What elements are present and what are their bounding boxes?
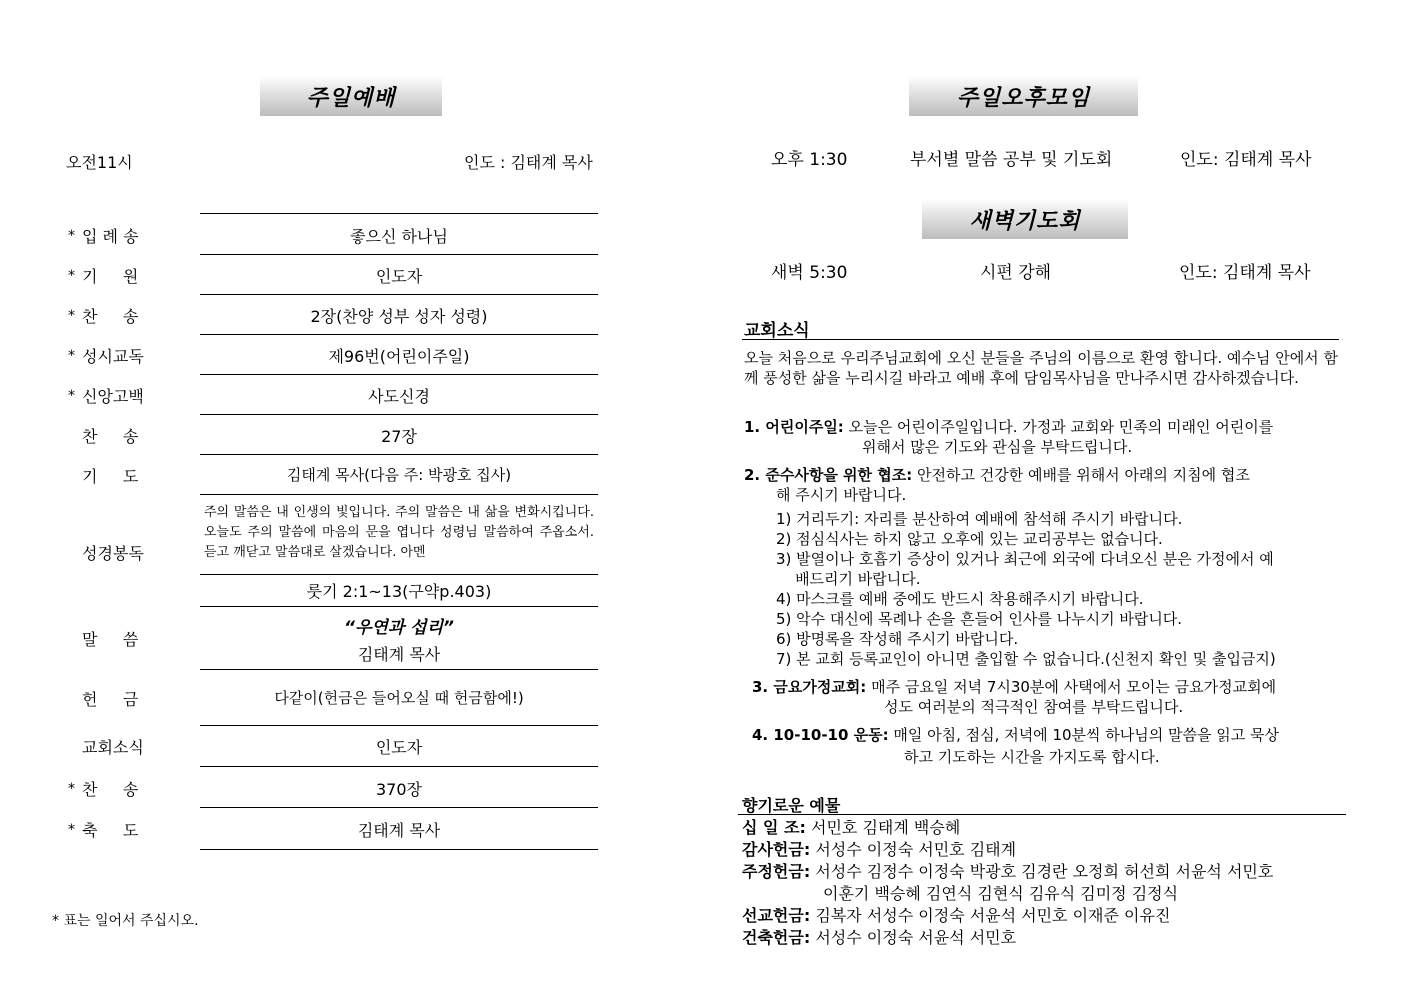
offering-row [823, 883, 1178, 905]
offering-row [742, 861, 1273, 883]
divider [200, 494, 598, 495]
order-value: 김태계 목사 [357, 821, 441, 840]
sermon-label: 말 씀 [82, 630, 139, 649]
news-item-4 [752, 725, 1340, 745]
offering-type: 감사헌금: [742, 840, 811, 859]
order-value: 인도자 [375, 267, 423, 286]
order-label: 찬 송 [82, 427, 139, 446]
worship-title: 주일예배 [306, 85, 396, 111]
divider [200, 669, 598, 670]
order-value: 좋으신 하나님 [350, 227, 448, 246]
divider [200, 725, 598, 726]
offering-type: 선교헌금: [742, 906, 811, 925]
dawn-leader: 인도: 김태계 목사 [1179, 263, 1311, 283]
offering-value: 다같이(헌금은 들어오실 때 헌금함에!) [274, 689, 524, 707]
offering-type: 주정헌금: [742, 862, 811, 881]
news-heading: 교회소식 [744, 321, 810, 341]
afternoon-desc: 부서별 말씀 공부 및 기도회 [910, 150, 1113, 170]
news-item-1-line2: 위해서 많은 기도와 관심을 부탁드립니다. [862, 438, 1133, 456]
afternoon-title: 주일오후모임 [956, 85, 1091, 111]
divider [200, 766, 598, 767]
dawn-title: 새벽기도회 [969, 208, 1081, 234]
offering-names: 서성수 이정숙 서윤석 서민호 [815, 928, 1017, 947]
news-item-3 [752, 677, 1340, 697]
divider [200, 334, 598, 335]
standing-mark: * [68, 308, 75, 324]
order-value: 370장 [376, 780, 422, 799]
news-item-2-line1: 안전하고 건강한 예배를 위해서 아래의 지침에 협조 [917, 466, 1250, 484]
order-label: 신앙고백 [82, 387, 144, 406]
rule-1: 1) 거리두기: 자리를 분산하여 예배에 참석해 주시기 바랍니다. [776, 510, 1183, 528]
afternoon-leader: 인도: 김태계 목사 [1180, 150, 1312, 170]
worship-leader: 인도 : 김태계 목사 [464, 153, 593, 172]
rule-2: 2) 점심식사는 하지 않고 오후에 있는 교리공부는 없습니다. [776, 530, 1163, 548]
order-value: 인도자 [375, 738, 423, 757]
sermon-title: “우연과 섭리” [344, 618, 454, 638]
offering-names: 서민호 김태계 백승혜 [811, 818, 961, 837]
scripture-label: 성경봉독 [82, 544, 144, 563]
order-label: 찬 송 [82, 780, 139, 799]
news-item-3-line2: 성도 여러분의 적극적인 참여를 부탁드립니다. [884, 698, 1184, 716]
divider [200, 254, 598, 255]
order-label: 기 원 [82, 267, 139, 286]
offering-type: 건축헌금: [742, 928, 811, 947]
rule-3-cont: 배드리기 바랍니다. [776, 570, 921, 588]
scripture-reference: 룻기 2:1~13(구약p.403) [306, 582, 492, 601]
dawn-desc: 시편 강해 [980, 263, 1052, 283]
standing-mark: * [68, 228, 75, 244]
scripture-reading: 주의 말씀은 내 인생의 빛입니다. 주의 말씀은 내 삶을 변화시킵니다. 오늘도 주의 말씀에 마음의 문을 엽니다 성령님 말씀하여 주옵소서. 듣고 깨닫고 말씀대로 살겠습니다. 아멘 [204, 505, 594, 560]
divider [200, 414, 598, 415]
order-label: 성시교독 [82, 347, 144, 366]
offering-type: 십 일 조: [742, 818, 806, 837]
offering-row [742, 839, 1016, 861]
standing-mark: * [68, 388, 75, 404]
worship-title-box [260, 76, 442, 116]
order-value: 27장 [381, 427, 417, 446]
offering-row [742, 927, 1016, 949]
footnote: * 표는 일어서 주십시오. [52, 913, 199, 929]
order-label: 찬 송 [82, 307, 139, 326]
offering-row [742, 905, 1170, 927]
worship-time: 오전11시 [66, 153, 133, 172]
order-value: 김태계 목사(다음 주: 박광호 집사) [286, 466, 512, 484]
divider [200, 849, 598, 850]
dawn-time: 새벽 5:30 [771, 263, 848, 283]
news-item-1-head: 1. 어린이주일: [744, 418, 844, 436]
news-item-3-head: 3. 금요가정교회: [752, 678, 867, 696]
afternoon-title-box [909, 76, 1138, 116]
news-item-4-line2: 하고 기도하는 시간을 가지도록 합시다. [904, 748, 1160, 766]
divider [200, 294, 598, 295]
rule-3: 3) 발열이나 호흡기 증상이 있거나 최근에 외국에 다녀오신 분은 가정에서 예 [776, 550, 1274, 568]
divider [200, 374, 598, 375]
news-item-4-head: 4. 10-10-10 운동: [752, 726, 889, 744]
order-label: 기 도 [82, 467, 139, 486]
order-value: 2장(찬양 성부 성자 성령) [310, 307, 488, 326]
divider [200, 213, 598, 214]
rule-5: 5) 악수 대신에 목례나 손을 흔들어 인사를 나누시기 바랍니다. [776, 610, 1183, 628]
standing-mark: * [68, 822, 75, 838]
order-value: 사도신경 [368, 387, 430, 406]
standing-mark: * [68, 781, 75, 797]
sermon-preacher: 김태계 목사 [357, 645, 441, 664]
offerings-heading: 향기로운 예물 [742, 796, 841, 815]
order-label: 교회소식 [82, 738, 144, 757]
standing-mark: * [68, 348, 75, 364]
standing-mark: * [68, 268, 75, 284]
order-label: 축 도 [82, 821, 139, 840]
news-item-1 [744, 417, 1338, 437]
offerings-divider [738, 814, 1346, 815]
offering-names: 이훈기 백승혜 김연식 김현식 김유식 김미정 김정식 [823, 884, 1179, 903]
news-intro: 오늘 처음으로 우리주님교회에 오신 분들을 주님의 이름으로 환영 합니다. 예수님 안에서 함께 풍성한 삶을 누리시길 바라고 예배 후에 담임목사님을 만나주시면 감사하겠습니다. [744, 349, 1338, 387]
offering-names: 서성수 김정수 이정숙 박광호 김경란 오정희 허선희 서윤석 서민호 [815, 862, 1274, 881]
news-item-2-line2: 해 주시기 바랍니다. [776, 486, 907, 504]
news-item-1-line1: 오늘은 어린이주일입니다. 가정과 교회와 민족의 미래인 어린이를 [848, 418, 1274, 436]
offering-names: 서성수 이정숙 서민호 김태계 [815, 840, 1017, 859]
rule-4: 4) 마스크를 예배 중에도 반드시 착용해주시기 바랍니다. [776, 590, 1144, 608]
offering-names: 김복자 서성수 이정숙 서윤석 서민호 이재준 이유진 [815, 906, 1171, 925]
divider [200, 574, 598, 575]
news-divider [742, 339, 1339, 340]
offering-row [742, 817, 960, 839]
offering-label: 헌 금 [82, 690, 139, 709]
dawn-title-box [922, 199, 1128, 239]
news-item-2-head: 2. 준수사항을 위한 협조: [744, 466, 913, 484]
order-label: 입 례 송 [82, 227, 139, 246]
afternoon-time: 오후 1:30 [771, 150, 848, 170]
rule-7: 7) 본 교회 등록교인이 아니면 출입할 수 없습니다.(신천지 확인 및 출입금지) [776, 650, 1276, 668]
order-value: 제96번(어린이주일) [328, 347, 470, 366]
news-item-4-line1: 매일 아침, 점심, 저녁에 10분씩 하나님의 말씀을 읽고 묵상 [893, 726, 1279, 744]
divider [200, 606, 598, 607]
news-item-3-line1: 매주 금요일 저녁 7시30분에 사택에서 모이는 금요가정교회에 [871, 678, 1277, 696]
news-item-2 [744, 465, 1338, 485]
rule-6: 6) 방명록을 작성해 주시기 바랍니다. [776, 630, 1019, 648]
divider [200, 454, 598, 455]
divider [200, 807, 598, 808]
